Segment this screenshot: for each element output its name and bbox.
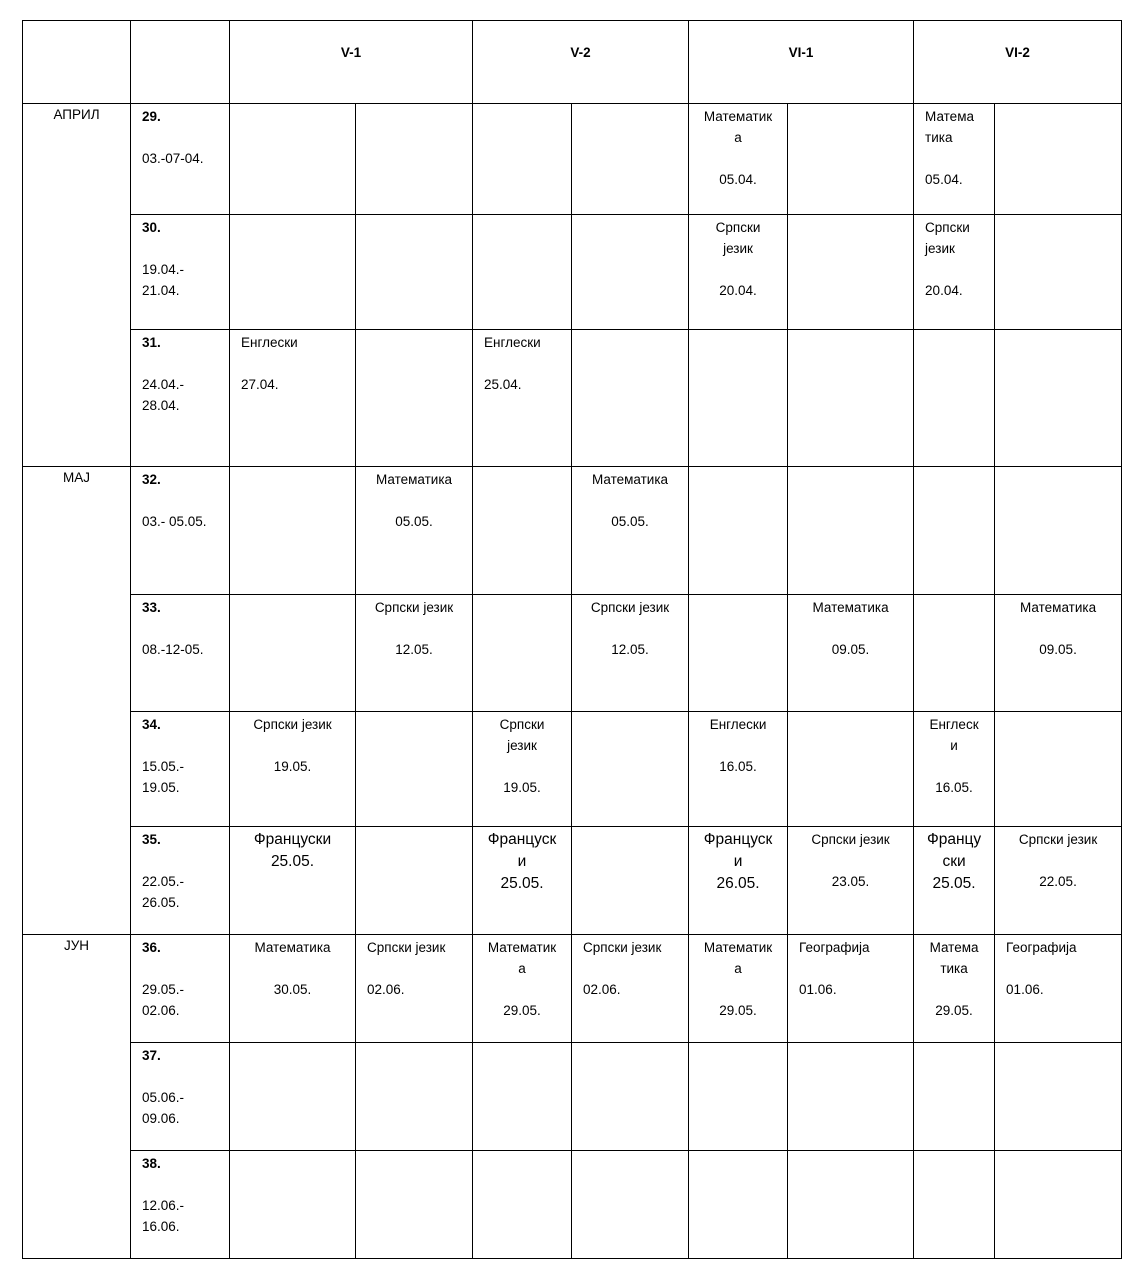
test-cell bbox=[914, 595, 995, 712]
test-entry bbox=[914, 595, 994, 597]
test-cell bbox=[473, 330, 572, 467]
test-cell bbox=[230, 595, 356, 712]
test-cell bbox=[914, 330, 995, 467]
test-entry bbox=[788, 104, 913, 106]
test-entry bbox=[356, 827, 472, 829]
week-cell bbox=[131, 330, 230, 467]
test-entry bbox=[689, 330, 787, 332]
test-entry: Енглески 25.04. bbox=[484, 335, 541, 392]
week-number: 34. bbox=[142, 717, 161, 732]
test-cell bbox=[230, 712, 356, 827]
week-number: 29. bbox=[142, 109, 161, 124]
test-cell bbox=[689, 467, 788, 595]
test-cell bbox=[788, 330, 914, 467]
test-entry bbox=[788, 1151, 913, 1153]
week-row bbox=[23, 935, 1122, 1043]
week-dates: 24.04.- 28.04. bbox=[142, 377, 185, 413]
test-cell bbox=[689, 215, 788, 330]
test-entry bbox=[572, 330, 688, 332]
test-entry bbox=[914, 467, 994, 469]
test-entry bbox=[689, 1151, 787, 1153]
test-entry: Српски језик 23.05. bbox=[811, 832, 890, 889]
test-entry bbox=[230, 1043, 355, 1045]
test-cell bbox=[914, 215, 995, 330]
test-entry bbox=[356, 1151, 472, 1153]
test-entry bbox=[356, 215, 472, 217]
test-cell bbox=[689, 827, 788, 935]
test-cell bbox=[230, 215, 356, 330]
week-number: 31. bbox=[142, 335, 161, 350]
schedule-table bbox=[22, 20, 1122, 1259]
test-entry: Математик а 05.04. bbox=[703, 109, 773, 187]
test-cell bbox=[572, 1151, 689, 1259]
test-cell bbox=[914, 467, 995, 595]
test-cell bbox=[995, 595, 1122, 712]
test-entry bbox=[356, 712, 472, 714]
test-cell bbox=[689, 712, 788, 827]
test-entry: Математика 05.05. bbox=[591, 472, 669, 529]
week-number: 36. bbox=[142, 940, 161, 955]
week-number: 33. bbox=[142, 600, 161, 615]
month-label: АПРИЛ bbox=[23, 104, 131, 467]
test-cell bbox=[572, 712, 689, 827]
test-cell bbox=[689, 1151, 788, 1259]
test-cell bbox=[572, 935, 689, 1043]
class-header-v1: V-1 bbox=[230, 21, 473, 104]
test-entry: Српски језик 19.05. bbox=[253, 717, 332, 774]
test-cell bbox=[230, 1043, 356, 1151]
test-entry bbox=[356, 1043, 472, 1045]
test-entry bbox=[473, 1151, 571, 1153]
test-cell bbox=[473, 467, 572, 595]
test-entry bbox=[995, 1151, 1121, 1153]
test-cell bbox=[572, 827, 689, 935]
test-cell bbox=[995, 712, 1122, 827]
test-cell bbox=[995, 1151, 1122, 1259]
week-dates: 12.06.- 16.06. bbox=[142, 1198, 185, 1234]
test-entry bbox=[473, 215, 571, 217]
week-number: 35. bbox=[142, 832, 161, 847]
test-entry bbox=[995, 467, 1121, 469]
test-cell bbox=[689, 104, 788, 215]
test-entry: Српски језик 22.05. bbox=[1018, 832, 1098, 889]
test-entry bbox=[995, 215, 1121, 217]
test-entry bbox=[788, 1043, 913, 1045]
test-entry bbox=[788, 467, 913, 469]
test-entry bbox=[572, 827, 688, 829]
test-cell bbox=[689, 935, 788, 1043]
test-cell bbox=[572, 595, 689, 712]
test-cell bbox=[788, 1043, 914, 1151]
week-dates: 05.06.- 09.06. bbox=[142, 1090, 185, 1126]
week-row bbox=[23, 215, 1122, 330]
test-entry: Математика 09.05. bbox=[812, 600, 889, 657]
test-entry: Матема тика 29.05. bbox=[929, 940, 979, 1018]
test-cell bbox=[788, 467, 914, 595]
test-cell bbox=[473, 1043, 572, 1151]
test-entry bbox=[914, 1151, 994, 1153]
week-cell bbox=[131, 1043, 230, 1151]
test-entry: Францу ски 25.05. bbox=[926, 831, 982, 892]
week-cell bbox=[131, 827, 230, 935]
test-entry: Француск и 26.05. bbox=[703, 831, 773, 892]
month-label: ЈУН bbox=[23, 935, 131, 1259]
test-entry bbox=[788, 330, 913, 332]
week-row bbox=[23, 595, 1122, 712]
test-cell bbox=[572, 1043, 689, 1151]
test-entry: Француски 25.05. bbox=[253, 831, 332, 870]
test-entry: Српски језик 02.06. bbox=[367, 940, 446, 997]
test-entry bbox=[995, 104, 1121, 106]
test-entry: Математика 09.05. bbox=[1020, 600, 1097, 657]
test-entry: Српски језик 20.04. bbox=[925, 220, 970, 298]
test-cell bbox=[914, 104, 995, 215]
test-cell bbox=[473, 712, 572, 827]
test-entry bbox=[572, 104, 688, 106]
test-entry bbox=[230, 1151, 355, 1153]
test-cell bbox=[572, 330, 689, 467]
week-number: 30. bbox=[142, 220, 161, 235]
test-cell bbox=[572, 215, 689, 330]
month-label: МАЈ bbox=[23, 467, 131, 935]
test-entry bbox=[995, 712, 1121, 714]
test-entry: Математик а 29.05. bbox=[487, 940, 557, 1018]
test-cell bbox=[995, 935, 1122, 1043]
test-cell bbox=[356, 827, 473, 935]
test-entry: Математик а 29.05. bbox=[703, 940, 773, 1018]
test-cell bbox=[914, 935, 995, 1043]
test-entry bbox=[572, 1043, 688, 1045]
test-cell bbox=[914, 1151, 995, 1259]
test-cell bbox=[356, 712, 473, 827]
test-entry: Српски језик 12.05. bbox=[590, 600, 670, 657]
week-row bbox=[23, 467, 1122, 595]
test-cell bbox=[995, 215, 1122, 330]
test-entry bbox=[689, 595, 787, 597]
week-dates: 03.-07-04. bbox=[142, 151, 204, 166]
test-entry bbox=[473, 104, 571, 106]
test-cell bbox=[230, 330, 356, 467]
week-row bbox=[23, 1151, 1122, 1259]
test-cell bbox=[995, 827, 1122, 935]
test-cell bbox=[473, 935, 572, 1043]
test-cell bbox=[230, 935, 356, 1043]
test-cell bbox=[230, 827, 356, 935]
test-entry bbox=[473, 1043, 571, 1045]
test-cell bbox=[995, 104, 1122, 215]
test-cell bbox=[788, 712, 914, 827]
test-entry bbox=[473, 467, 571, 469]
week-dates: 08.-12-05. bbox=[142, 642, 204, 657]
test-cell bbox=[230, 1151, 356, 1259]
week-dates: 15.05.- 19.05. bbox=[142, 759, 185, 795]
class-header-v2: V-2 bbox=[473, 21, 689, 104]
test-cell bbox=[995, 330, 1122, 467]
week-cell bbox=[131, 1151, 230, 1259]
test-entry bbox=[473, 595, 571, 597]
week-cell bbox=[131, 935, 230, 1043]
week-dates: 22.05.- 26.05. bbox=[142, 874, 185, 910]
test-cell bbox=[788, 1151, 914, 1259]
test-cell bbox=[995, 467, 1122, 595]
test-cell bbox=[788, 215, 914, 330]
test-entry bbox=[572, 712, 688, 714]
test-cell bbox=[689, 330, 788, 467]
week-cell bbox=[131, 712, 230, 827]
test-cell bbox=[356, 1151, 473, 1259]
week-row bbox=[23, 330, 1122, 467]
test-cell bbox=[788, 595, 914, 712]
test-cell bbox=[473, 827, 572, 935]
test-entry bbox=[572, 215, 688, 217]
test-entry: Француск и 25.05. bbox=[487, 831, 557, 892]
test-cell bbox=[356, 104, 473, 215]
test-entry bbox=[230, 595, 355, 597]
test-cell bbox=[689, 595, 788, 712]
test-entry bbox=[914, 1043, 994, 1045]
test-entry bbox=[995, 330, 1121, 332]
test-cell bbox=[473, 1151, 572, 1259]
test-entry bbox=[230, 104, 355, 106]
week-dates: 19.04.- 21.04. bbox=[142, 262, 185, 298]
test-entry: Српски језик 12.05. bbox=[374, 600, 454, 657]
week-row bbox=[23, 1043, 1122, 1151]
test-cell bbox=[572, 104, 689, 215]
test-entry bbox=[995, 1043, 1121, 1045]
test-entry: Српски језик 19.05. bbox=[499, 717, 545, 795]
test-cell bbox=[788, 104, 914, 215]
test-entry bbox=[230, 215, 355, 217]
class-header-vi1: VI-1 bbox=[689, 21, 914, 104]
week-cell bbox=[131, 104, 230, 215]
test-cell bbox=[473, 595, 572, 712]
test-cell bbox=[230, 104, 356, 215]
test-cell bbox=[473, 104, 572, 215]
test-cell bbox=[356, 595, 473, 712]
test-cell bbox=[356, 935, 473, 1043]
week-number: 32. bbox=[142, 472, 161, 487]
test-entry bbox=[788, 215, 913, 217]
week-dates: 29.05.- 02.06. bbox=[142, 982, 185, 1018]
week-number: 38. bbox=[142, 1156, 161, 1171]
test-cell bbox=[914, 1043, 995, 1151]
test-entry: Енглески 16.05. bbox=[709, 717, 767, 774]
test-cell bbox=[356, 215, 473, 330]
week-cell bbox=[131, 467, 230, 595]
test-entry: Географија 01.06. bbox=[1006, 940, 1077, 997]
week-header-cell bbox=[131, 21, 230, 104]
corner-cell bbox=[23, 21, 131, 104]
week-cell bbox=[131, 215, 230, 330]
test-cell bbox=[914, 712, 995, 827]
test-entry bbox=[356, 104, 472, 106]
test-cell bbox=[914, 827, 995, 935]
test-entry bbox=[689, 467, 787, 469]
week-number: 37. bbox=[142, 1048, 161, 1063]
test-entry bbox=[356, 330, 472, 332]
test-cell bbox=[689, 1043, 788, 1151]
week-cell bbox=[131, 595, 230, 712]
test-entry: Српски језик 20.04. bbox=[715, 220, 761, 298]
test-entry bbox=[788, 712, 913, 714]
test-cell bbox=[230, 467, 356, 595]
week-dates: 03.- 05.05. bbox=[142, 514, 207, 529]
test-entry bbox=[572, 1151, 688, 1153]
test-cell bbox=[356, 330, 473, 467]
week-row bbox=[23, 827, 1122, 935]
test-entry: Српски језик 02.06. bbox=[583, 940, 662, 997]
test-cell bbox=[788, 935, 914, 1043]
test-entry bbox=[914, 330, 994, 332]
test-cell bbox=[473, 215, 572, 330]
week-row bbox=[23, 104, 1122, 215]
test-cell bbox=[788, 827, 914, 935]
test-cell bbox=[572, 467, 689, 595]
test-entry bbox=[689, 1043, 787, 1045]
week-row bbox=[23, 712, 1122, 827]
test-entry: Матема тика 05.04. bbox=[925, 109, 974, 187]
test-cell bbox=[356, 1043, 473, 1151]
test-entry: Географија 01.06. bbox=[799, 940, 870, 997]
class-header-vi2: VI-2 bbox=[914, 21, 1122, 104]
test-cell bbox=[356, 467, 473, 595]
header-row bbox=[23, 21, 1122, 104]
test-entry: Математика 30.05. bbox=[254, 940, 331, 997]
test-cell bbox=[995, 1043, 1122, 1151]
test-entry: Енглеск и 16.05. bbox=[929, 717, 979, 795]
test-entry: Енглески 27.04. bbox=[241, 335, 298, 392]
test-entry: Математика 05.05. bbox=[375, 472, 453, 529]
test-entry bbox=[230, 467, 355, 469]
